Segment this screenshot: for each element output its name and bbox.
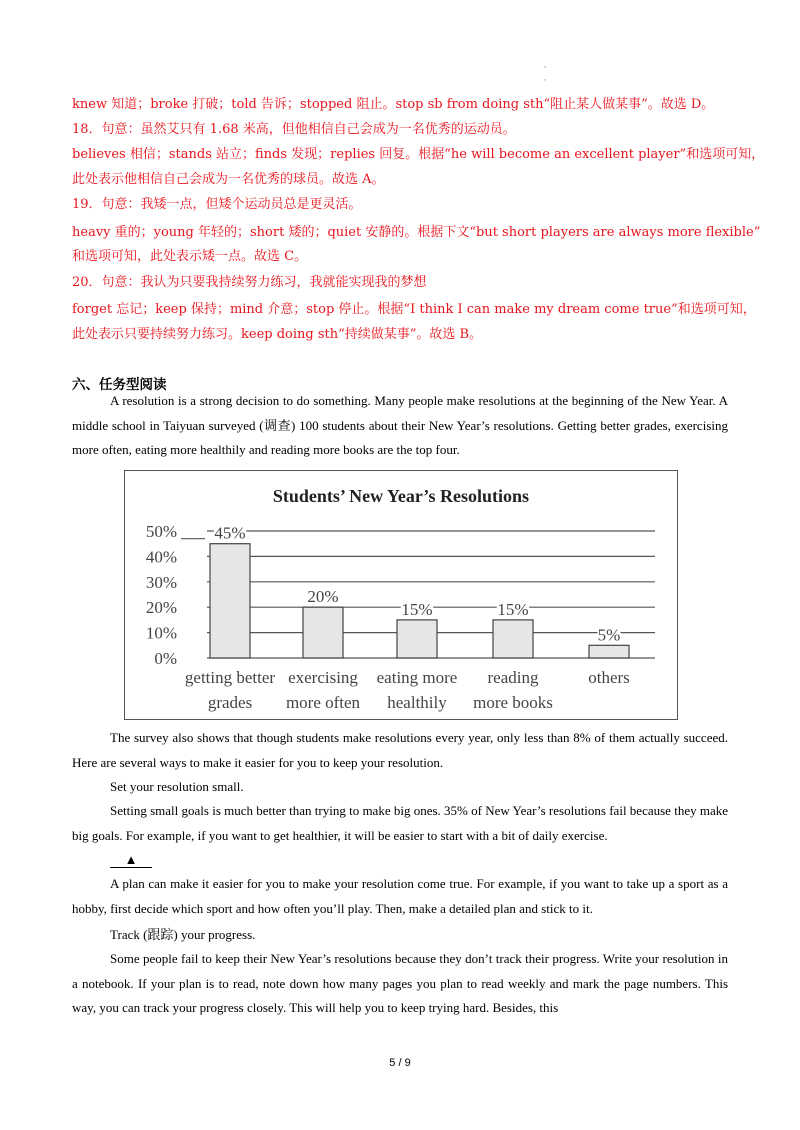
answer-line-5: 19．句意：我矮一点，但矮个运动员总是更灵活。 [72, 197, 362, 212]
category-label: exercising [288, 668, 358, 687]
survey-paragraph: The survey also shows that though students make resolutions every year, only less than 8% of them actually succeed. Here are several ways to make it easier for you to keep your resolution. [72, 730, 728, 770]
answer-line-10: 此处表示只要持续努力练习。keep doing sth“持续做某事”。故选 B。 [72, 327, 483, 342]
y-tick-label: 0% [154, 649, 177, 668]
bar-value-label: 45% [214, 523, 246, 543]
intro-paragraph: A resolution is a strong decision to do something. Many people make resolutions at the beginning of the New Year. A middle school in Taiyuan surveyed (调查) 100 students about their New Year’s resolutions. Getting better grades, exercising more often, eating more healthily and reading more books are the top four. [72, 393, 728, 457]
bar-value-label: 20% [307, 587, 339, 607]
bar [303, 607, 343, 658]
track-paragraph: Some people fail to keep their New Year’s resolutions because they don’t track their progress. Write your resolution in a notebook. If your plan is to read, note down how many pages you plan to read weekly and mark the page numbers. This way, you can track your progress closely. This will help you to keep trying hard. Besides, this [72, 951, 728, 1015]
bar-value-label: 15% [497, 599, 529, 619]
bar [397, 620, 437, 658]
y-tick-label: 40% [145, 547, 177, 567]
category-label: healthily [387, 693, 447, 712]
y-tick-label: 30% [145, 572, 177, 592]
page-number: 5 / 9 [389, 1057, 411, 1069]
blank-triangle: ▲ [110, 853, 152, 868]
category-label: others [588, 668, 630, 687]
answer-line-8: 20．句意：我认为只要我持续努力练习，我就能实现我的梦想 [72, 275, 427, 290]
answer-line-9: forget 忘记；keep 保持；mind 介意；stop 停止。根据“I think I can make my dream come true”和选项可知， [72, 302, 756, 317]
category-label: eating more [376, 668, 458, 687]
header-dots: · · [543, 63, 547, 86]
category-label: more books [473, 693, 553, 712]
plan-paragraph: A plan can make it easier for you to make your resolution come true. For example, if you want to take up a sport as a hobby, first decide which sport and how often you’ll play. Then, make a detailed plan and stick to it. [72, 876, 728, 916]
y-tick-label: 10% [145, 623, 177, 643]
y-tick-label: 50% [145, 522, 177, 541]
bar-value-label: 5% [597, 625, 621, 645]
bar [493, 620, 533, 658]
answer-line-7: 和选项可知，此处表示矮一点。故选 C。 [72, 249, 308, 264]
category-label: reading [487, 668, 539, 687]
bar [589, 645, 629, 658]
category-label: getting better [184, 668, 276, 687]
heading-set-small: Set your resolution small. [110, 779, 244, 794]
category-label: grades [207, 693, 253, 712]
answer-line-2: 18．句意：虽然艾只有 1.68 米高，但他相信自己会成为一名优秀的运动员。 [72, 122, 516, 137]
answer-line-6: heavy 重的；young 年轻的；short 矮的；quiet 安静的。根据下文“but short players are always more flexible” [72, 225, 761, 240]
resolutions-chart [125, 471, 677, 719]
answer-line-1: knew 知道；broke 打破；told 告诉；stopped 阻止。stop sb from doing sth“阻止某人做某事”。故选 D。 [72, 97, 715, 112]
answer-line-3: believes 相信；stands 站立；finds 发现；replies 回复。根据“he will become an excellent player”和选项可知， [72, 147, 765, 162]
heading-track: Track (跟踪) your progress. [110, 927, 256, 942]
category-label: more often [285, 693, 361, 712]
blank-marker [110, 852, 152, 868]
chart-title: Students’ New Year’s Resolutions [272, 486, 530, 506]
section-title: 六、任务型阅读 [72, 377, 167, 393]
chart-frame [124, 470, 678, 720]
answer-line-4: 此处表示他相信自己会成为一名优秀的球员。故选 A。 [72, 172, 385, 187]
small-goals-paragraph: Setting small goals is much better than trying to make big ones. 35% of New Year’s resolutions fail because they make big goals. For example, if you want to get healthier, it will be easier to start with a bit of daily exercise. [72, 803, 728, 843]
y-tick-label: 20% [145, 598, 177, 618]
bar-value-label: 15% [401, 599, 433, 619]
bar [210, 544, 250, 658]
